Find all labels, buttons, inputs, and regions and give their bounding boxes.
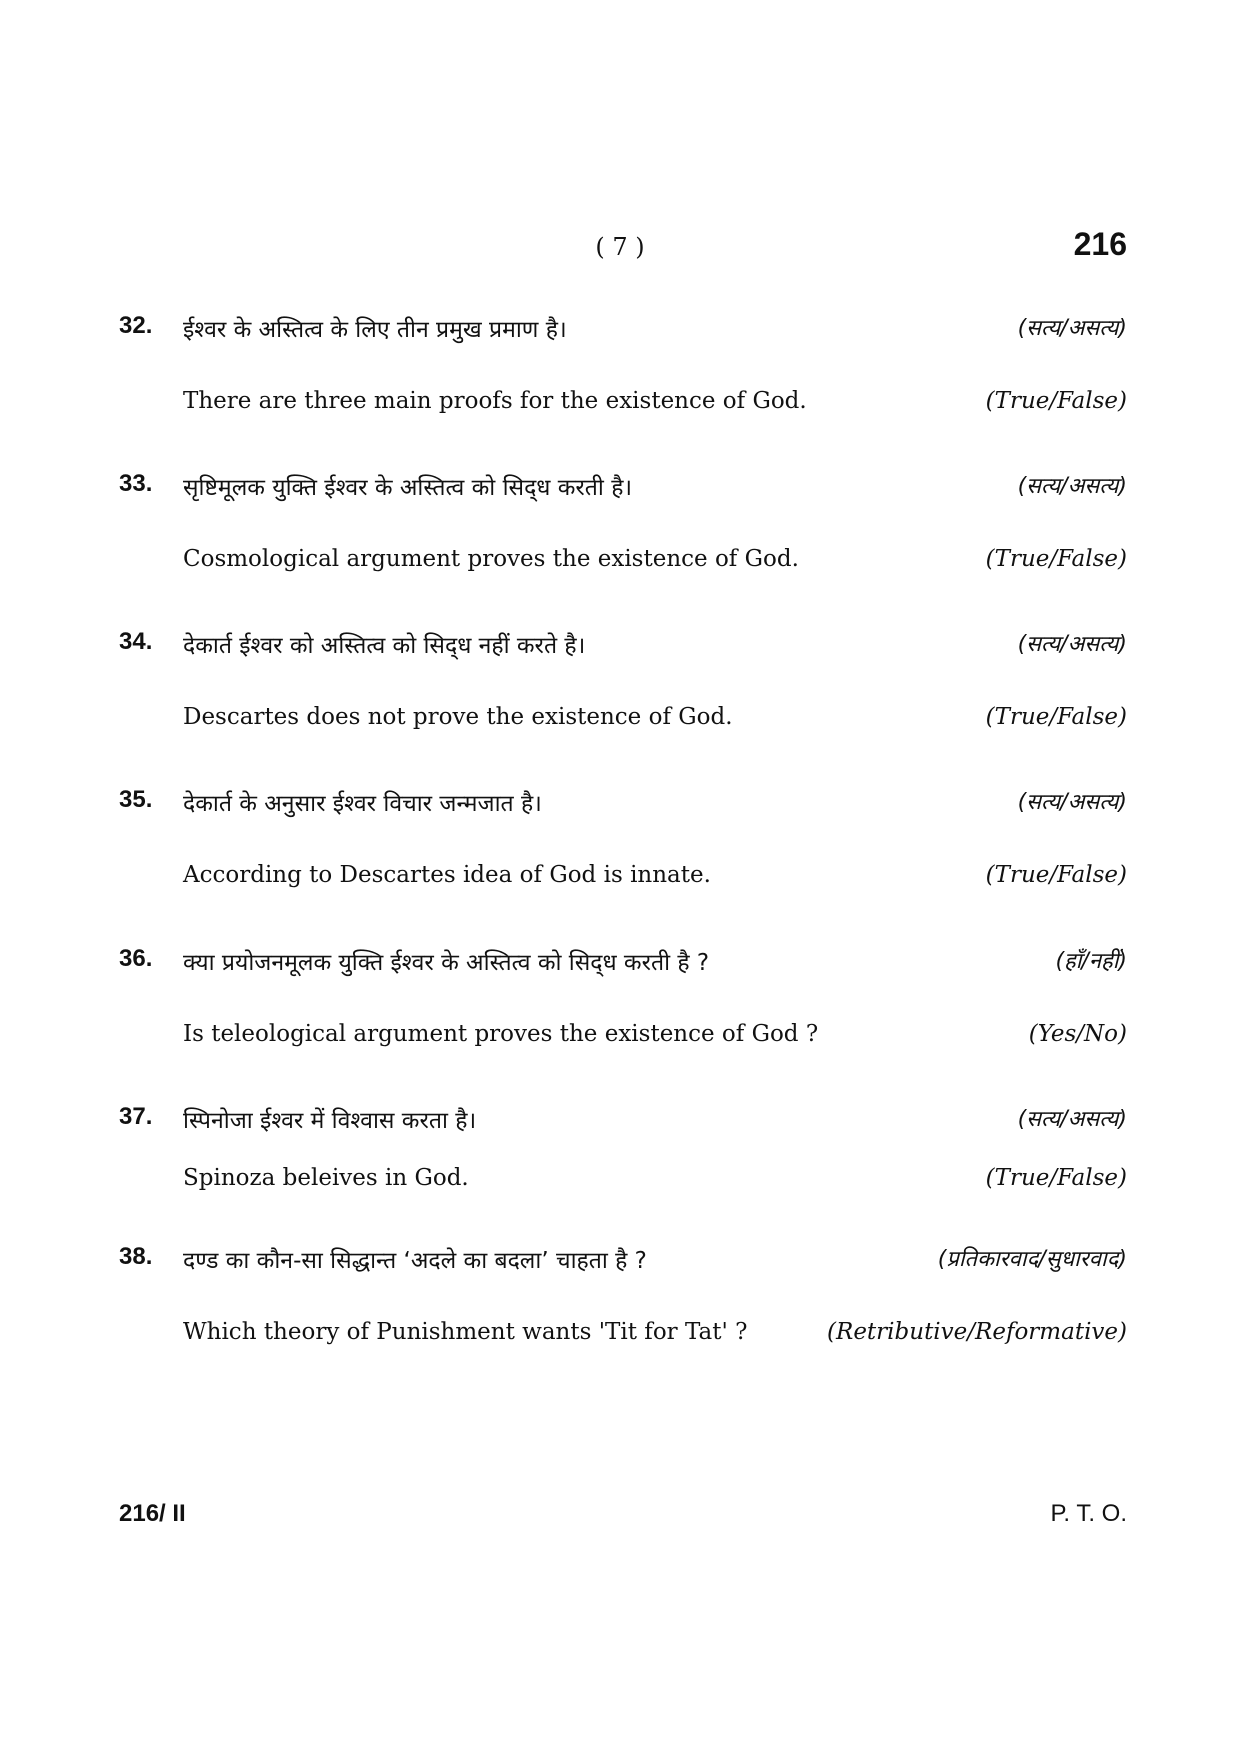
question-english-line bbox=[0, 1021, 1240, 1061]
question-text-english: According to Descartes idea of God is innate. bbox=[183, 862, 711, 888]
question-text-hindi: दण्ड का कौन-सा सिद्धान्त ‘अदले का बदला’ चाहता है ? bbox=[183, 1248, 647, 1274]
question-number: 35. bbox=[119, 786, 153, 813]
answer-options-english: (Yes/No) bbox=[1028, 1021, 1127, 1047]
question-english-line bbox=[0, 862, 1240, 902]
please-turn-over: P. T. O. bbox=[1050, 1500, 1127, 1527]
question-text-hindi: देकार्त के अनुसार ईश्वर विचार जन्मजात है। bbox=[183, 791, 542, 817]
answer-options-english: (True/False) bbox=[985, 1165, 1127, 1191]
question-number: 34. bbox=[119, 628, 153, 655]
question-32 bbox=[0, 312, 1240, 428]
question-hindi-line bbox=[0, 945, 1240, 985]
question-text-english: Descartes does not prove the existence of God. bbox=[183, 704, 733, 730]
answer-options-hindi: (सत्य/असत्य) bbox=[1017, 316, 1127, 341]
question-number: 36. bbox=[119, 945, 153, 972]
answer-options-hindi: (सत्य/असत्य) bbox=[1017, 1107, 1127, 1132]
answer-options-hindi: (सत्य/असत्य) bbox=[1017, 474, 1127, 499]
answer-options-english: (True/False) bbox=[985, 862, 1127, 888]
question-37 bbox=[0, 1103, 1240, 1205]
question-38 bbox=[0, 1243, 1240, 1359]
question-text-english: Spinoza beleives in God. bbox=[183, 1165, 469, 1191]
question-hindi-line bbox=[0, 1243, 1240, 1283]
answer-options-hindi: (सत्य/असत्य) bbox=[1017, 790, 1127, 815]
page-number: ( 7 ) bbox=[595, 233, 645, 261]
question-hindi-line bbox=[0, 1103, 1240, 1143]
question-hindi-line bbox=[0, 470, 1240, 510]
question-number: 32. bbox=[119, 312, 153, 339]
question-number: 37. bbox=[119, 1103, 153, 1130]
question-hindi-line bbox=[0, 312, 1240, 352]
question-english-line bbox=[0, 1319, 1240, 1359]
answer-options-english: (True/False) bbox=[985, 546, 1127, 572]
question-text-hindi: स्पिनोजा ईश्वर में विश्वास करता है। bbox=[183, 1108, 477, 1134]
answer-options-hindi: (प्रतिकारवाद/सुधारवाद) bbox=[937, 1247, 1127, 1272]
question-english-line bbox=[0, 704, 1240, 744]
question-text-english: Cosmological argument proves the existence of God. bbox=[183, 546, 799, 572]
question-text-english: Which theory of Punishment wants 'Tit for Tat' ? bbox=[183, 1319, 748, 1345]
question-hindi-line bbox=[0, 628, 1240, 668]
question-36 bbox=[0, 945, 1240, 1061]
question-text-hindi: देकार्त ईश्वर को अस्तित्व को सिद्‌ध नहीं करते है। bbox=[183, 633, 586, 659]
question-hindi-line bbox=[0, 786, 1240, 826]
paper-code-footer: 216/ II bbox=[119, 1500, 186, 1527]
question-text-english: Is teleological argument proves the existence of God ? bbox=[183, 1021, 819, 1047]
question-33 bbox=[0, 470, 1240, 586]
answer-options-english: (True/False) bbox=[985, 388, 1127, 414]
question-text-english: There are three main proofs for the existence of God. bbox=[183, 388, 807, 414]
question-text-hindi: सृष्टिमूलक युक्ति ईश्वर के अस्तित्व को सिद्‌ध करती है। bbox=[183, 475, 633, 501]
question-english-line bbox=[0, 546, 1240, 586]
paper-code-header: 216 bbox=[1073, 226, 1127, 262]
question-text-hindi: क्या प्रयोजनमूलक युक्ति ईश्वर के अस्तित्व को सिद्‌ध करती है ? bbox=[183, 950, 710, 976]
answer-options-hindi: (सत्य/असत्य) bbox=[1017, 632, 1127, 657]
question-english-line bbox=[0, 388, 1240, 428]
question-number: 38. bbox=[119, 1243, 153, 1270]
question-text-hindi: ईश्वर के अस्तित्व के लिए तीन प्रमुख प्रमाण है। bbox=[183, 317, 567, 343]
question-34 bbox=[0, 628, 1240, 744]
answer-options-english: (Retributive/Reformative) bbox=[827, 1319, 1127, 1345]
question-35 bbox=[0, 786, 1240, 902]
question-english-line bbox=[0, 1165, 1240, 1205]
answer-options-english: (True/False) bbox=[985, 704, 1127, 730]
answer-options-hindi: (हाँ/नहीं) bbox=[1055, 949, 1127, 974]
question-number: 33. bbox=[119, 470, 153, 497]
